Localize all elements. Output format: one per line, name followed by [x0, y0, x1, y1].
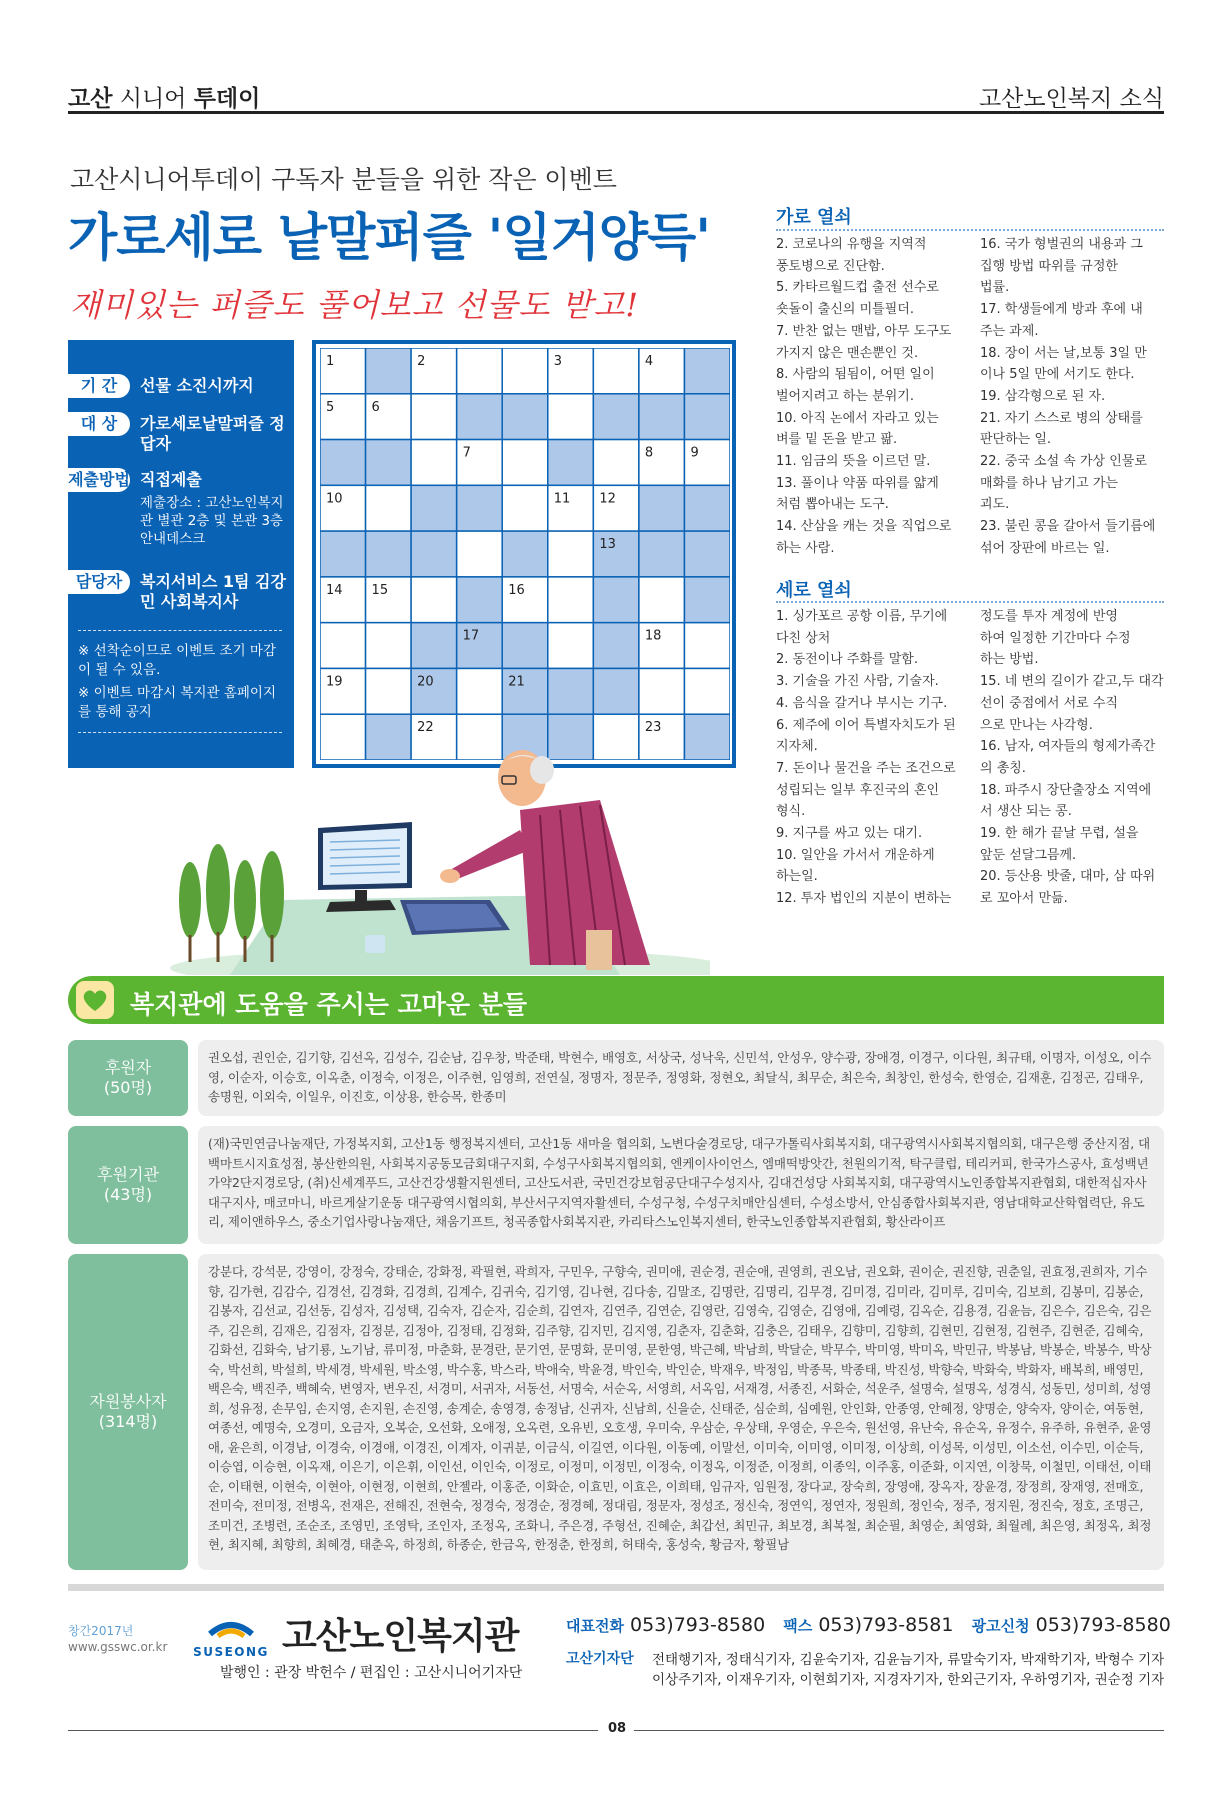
divider [68, 1584, 1164, 1591]
clue-line: 21. 자기 스스로 병의 상태를 [980, 410, 1143, 426]
volunteer-names: 강분다, 강석문, 강영이, 강정숙, 강태순, 강화정, 곽필현, 곽희자, 구민우, 구향숙, 권미애, 권순경, 권순애, 권영희, 권오남, 권오화, 권이순, 권진향, 권춘일, 권효정,권희자, 기수향, 김가현, 김감수, 김경선, 김경화, 김경희, 김계수, 김귀숙, 김기영, 김나현, 김다송, 김말조, 김명란, 김명리, 김무경, 김미경, 김미라, 김미루, 김미숙, 김보희, 김봉미, 김봉순, 김봉자, 김선교, 김선동, 김성자, 김성택, 김숙자, 김순자, 김순희, 김연자, 김연주, 김연순, 김영란, 김영숙, 김영순, 김영애, 김예령, 김옥순, 김용경, 김윤늠, 김은수, 김은숙, 김은주, 김은희, 김재은, 김점자, 김정분, 김정아, 김정태, 김정화, 김주향, 김지민, 김지영, 김춘자, 김춘화, 김충은, 김태우, 김향미, 김향희, 김현민, 김현정, 김현주, 김현준, 김혜숙, 김화선, 김화숙, 남기룡, 노기남, 류미정, 마춘화, 문경란, 문기연, 문명화, 문미영, 문한영, 박근혜, 박남희, 박달순, 박무수, 박미영, 박미옥, 박민규, 박봉남, 박봉순, 박봉수, 박상숙, 박선희, 박설희, 박세경, 박세원, 박소영, 박수홍, 박스라, 박애숙, 박윤경, 박인숙, 박인순, 박재우, 박정임, 박종묵, 박종태, 박진성, 박향숙, 박화숙, 박화자, 배복희, 배영민, 백은숙, 백진주, 백혜숙, 변영자, 변우진, 서경미, 서귀자, 서동선, 서명숙, 서순옥, 서영희, 서옥임, 서재경, 서종진, 서화순, 석운주, 설명숙, 설명옥, 성경식, 성동민, 성미희, 성영희, 성유정, 손무임, 손지영, 손지원, 손진영, 송계순, 송영경, 송정남, 신귀자, 신남희, 신을순, 신태준, 심순희, 심예원, 안인화, 안종영, 안혜정, 양명순, 양숙자, 양이순, 여동현, 여종선, 예명숙, 오경미, 오금자, 오복순, 오선화, 오애정, 오옥련, 오유빈, 오호생, 우미숙, 우삼순, 우상태, 우영순, 우은숙, 원선영, 유난숙, 유순옥, 유정수, 유주하, 유현주, 윤영애, 윤은희, 이경남, 이경숙, 이경애, 이경진, 이계자, 이귀분, 이금식, 이길연, 이다원, 이동예, 이말선, 이미숙, 이미영, 이미정, 이상희, 이성목, 이성민, 이소선, 이수민, 이순득, 이승엽, 이승현, 이옥재, 이은기, 이은휘, 이인선, 이인숙, 이정로, 이정미, 이정민, 이정숙, 이정옥, 이정준, 이정희, 이종익, 이주홍, 이준화, 이지연, 이창묵, 이철민, 이태선, 이태순, 이태현, 이현숙, 이현아, 이현정, 이현희, 안젤라, 이홍준, 이화순, 이효민, 이효은, 이희태, 임규자, 임원정, 장다교, 장숙희, 장영애, 장옥자, 장윤경, 장정희, 장재영, 전매호, 전미숙, 전미정, 전병옥, 전재은, 전해진, 전현숙, 정경숙, 정경순, 정경혜, 정대림, 정문자, 정성조, 정신숙, 정연익, 정연자, 정원희, 정인숙, 정주, 정지원, 정진숙, 정호, 조명근, 조미건, 조병련, 조순조, 조영민, 조영탁, 조인자, 조정옥, 조화니, 주은경, 주형선, 진혜순, 최갑선, 최민규, 최보경, 최복철, 최순필, 최영순, 최영화, 최월례, 최은영, 최정옥, 최정현, 최지혜, 최향희, 최혜경, 태춘옥, 하정희, 하종순, 한금옥, 한정춘, 한정희, 허태숙, 홍성숙, 황금자, 황필남 [198, 1254, 1164, 1570]
clue-line: 18. 파주시 장단출장소 지역에 [980, 782, 1152, 798]
clue-line: 주는 과제. [980, 323, 1039, 339]
clue-line: 가지지 않은 맨손뿐인 것. [776, 345, 919, 361]
logo-text: SUSEONG [193, 1645, 269, 1659]
crossword-puzzle [312, 340, 736, 768]
clue-line: 2. 동전이나 주화를 말함. [776, 652, 918, 668]
reporters-label: 고산기자단 [566, 1651, 634, 1667]
crossword-number: 9 [690, 445, 699, 461]
crossword-grid [320, 348, 730, 760]
clue-line: 성립되는 일부 후진국의 혼인 [776, 782, 940, 798]
crossword-cell-blocked [593, 577, 639, 623]
category-count: (43명) [103, 1185, 153, 1204]
crossword-cell-blocked [593, 394, 639, 440]
clue-line: 11. 임금의 뜻을 이르던 말. [776, 454, 931, 470]
clue-line: 23. 불린 콩을 갈아서 들기름에 [980, 519, 1156, 535]
crossword-cell-blocked [548, 440, 594, 486]
divider [68, 1730, 598, 1731]
crossword-number: 5 [326, 399, 335, 415]
donor-names: 권오섭, 권인순, 김기향, 김선옥, 김성수, 김순남, 김우창, 박준태, 박현수, 배영호, 서상국, 성낙욱, 신민석, 안성우, 양수광, 장애경, 이경구, 이다원, 최규태, 이명자, 이성오, 이수영, 이순자, 이승호, 이옥춘, 이정숙, 이정은, 이주현, 임영희, 전연실, 정명자, 정문주, 정영화, 정현오, 최달식, 최무순, 최은숙, 최창인, 한성숙, 한영순, 김재훈, 김정곤, 김태우, 송명원, 이외숙, 이일우, 이진호, 이상용, 한승목, 한종미 [198, 1040, 1164, 1116]
down-clues-right [980, 606, 1164, 910]
clue-line: 선이 중점에서 서로 수직 [980, 695, 1118, 711]
crossword-cell [684, 668, 730, 714]
clue-line: 3. 기술을 가진 사람, 기술자. [776, 674, 939, 690]
event-info-box [68, 340, 294, 768]
clue-line: 형식. [776, 804, 806, 820]
clue-line: 7. 반찬 없는 맨밥, 아무 도구도 [776, 323, 952, 339]
target-label: 대 상 [68, 412, 130, 436]
clue-line: 벼를 밑 돈을 받고 팖. [776, 432, 898, 448]
crossword-cell-blocked [684, 394, 730, 440]
crossword-cell-blocked [502, 531, 548, 577]
crossword-number: 21 [508, 674, 525, 690]
crossword-cell-blocked [639, 485, 685, 531]
divider [634, 1730, 1164, 1731]
crossword-number: 3 [553, 354, 563, 369]
page-header [68, 72, 1164, 114]
clue-line: 이나 5일 만에 서기도 한다. [980, 367, 1135, 383]
crossword-cell-blocked [684, 348, 730, 394]
crossword-number: 2 [417, 354, 426, 369]
senior-at-computer-illustration [150, 750, 710, 975]
crossword-cell-blocked [593, 623, 639, 669]
clue-line: 정도를 투자 계정에 반영 [980, 609, 1118, 624]
clue-line: 16. 남자, 여자들의 형제가족간 [980, 739, 1156, 755]
crossword-number: 7 [462, 445, 471, 461]
down-clues-title: 세로 열쇠 [776, 580, 852, 601]
event-title: 가로세로 낱말퍼즐 '일거양득' [68, 209, 710, 268]
clue-line: 22. 중국 소설 속 가상 인물로 [980, 454, 1147, 470]
across-clues-right [980, 234, 1155, 560]
clue-line: 서 생산 되는 콩. [980, 804, 1072, 820]
section-title: 고산노인복지 소식 [978, 86, 1164, 112]
crossword-cell [502, 485, 548, 531]
crossword-cell-blocked [366, 348, 412, 394]
clue-line: 12. 투자 법인의 지분이 변하는 [776, 891, 952, 907]
category-label: 자원봉사자 [89, 1392, 167, 1411]
phone-number: 053)793-8580 [630, 1614, 766, 1636]
clue-line: 17. 학생들에게 방과 후에 내 [980, 302, 1143, 318]
crossword-cell-blocked [548, 668, 594, 714]
reporters-line-1: 전태행기자, 정태식기자, 김윤숙기자, 김윤늠기자, 류말숙기자, 박재학기자, 박형수 기자 [652, 1652, 1165, 1668]
crossword-cell [684, 623, 730, 669]
crossword-cell [548, 623, 594, 669]
clue-line: 8. 사람의 됨됨이, 어떤 일이 [776, 367, 935, 383]
clue-line: 14. 산삼을 캐는 것을 직업으로 [776, 519, 952, 535]
clue-line: 의 총칭. [980, 760, 1026, 776]
clue-line: 19. 한 해가 끝날 무렵, 설을 [980, 826, 1139, 842]
clue-line: 앞둔 섣달그믐께. [980, 847, 1077, 863]
across-clues-left [776, 234, 951, 560]
suseong-logo-icon [188, 1612, 274, 1662]
method-detail: 제출장소 : 고산노인복지관 별관 2층 및 본관 3층 안내데스크 [140, 495, 284, 547]
clue-line: 6. 제주에 이어 특별자치도가 된 [776, 717, 956, 733]
clue-line: 판단하는 일. [980, 432, 1052, 448]
heart-icon [76, 981, 114, 1019]
crossword-number: 13 [599, 537, 616, 553]
category-volunteers [68, 1254, 188, 1570]
clue-line: 섞어 장판에 바르는 일. [980, 540, 1110, 556]
publication-title: 고산 시니어 투데이 [68, 86, 261, 112]
crossword-cell-blocked [639, 394, 685, 440]
clue-line: 로 꼬아서 만듦. [980, 891, 1068, 907]
crossword-number: 17 [462, 628, 480, 644]
crossword-number: 11 [553, 491, 571, 507]
crossword-cell-blocked [320, 440, 366, 486]
clue-line: 20. 등산용 밧줄, 대마, 삼 따위 [980, 869, 1156, 885]
crossword-number: 19 [326, 674, 343, 690]
clue-line: 5. 카타르월드컵 출전 선수로 [776, 280, 939, 296]
crossword-cell-blocked [639, 531, 685, 577]
crossword-cell-blocked [411, 531, 457, 577]
crossword-number: 6 [371, 399, 380, 415]
crossword-cell [593, 348, 639, 394]
divider [776, 601, 1164, 603]
crossword-cell-blocked [457, 394, 503, 440]
category-organizations [68, 1126, 188, 1244]
category-count: (50명) [103, 1078, 153, 1097]
clue-line: 10. 아직 논에서 자라고 있는 [776, 410, 939, 426]
method-label: 제출방법 [68, 468, 130, 492]
crossword-cell [548, 577, 594, 623]
reporters-line-2: 이상주기자, 이재우기자, 이현희기자, 지경자기자, 한외근기자, 우하영기자, 권순정 기자 [652, 1672, 1165, 1688]
crossword-cell [548, 531, 594, 577]
clue-line: 매화를 하나 남기고 가는 [980, 475, 1118, 491]
crossword-cell [502, 348, 548, 394]
crossword-number: 10 [326, 491, 343, 507]
website-link[interactable]: www.gsswc.or.kr [68, 1640, 168, 1654]
crossword-cell-blocked [457, 577, 503, 623]
clue-line: 4. 음식을 갈거나 부시는 기구. [776, 695, 948, 711]
crossword-number: 16 [508, 582, 525, 598]
clue-line: 으로 만나는 사각형. [980, 717, 1093, 733]
period-value: 선물 소진시까지 [140, 376, 254, 395]
ad-number: 053)793-8580 [1035, 1614, 1171, 1636]
across-clues-title: 가로 열쇠 [776, 207, 852, 228]
clue-line: 하는 방법. [980, 652, 1039, 668]
clue-line: 집행 방법 따위를 규정한 [980, 258, 1118, 274]
clue-line: 법률. [980, 280, 1010, 296]
clue-line: 하는일. [776, 869, 818, 885]
clue-line: 10. 일안을 가서서 개운하게 [776, 847, 935, 863]
crossword-number: 22 [417, 720, 434, 736]
crossword-cell-blocked [411, 485, 457, 531]
crossword-cell-blocked [320, 531, 366, 577]
publisher-info: 발행인 : 관장 박헌수 / 편집인 : 고산시니어기자단 [220, 1665, 523, 1681]
crossword-number: 14 [326, 582, 343, 598]
crossword-cell [411, 440, 457, 486]
category-label: 후원기관 [97, 1165, 159, 1184]
clue-line: 괴도. [980, 497, 1010, 513]
crossword-cell [457, 668, 503, 714]
crossword-cell [320, 623, 366, 669]
clue-line: 다친 상처 [776, 630, 831, 646]
crossword-cell-blocked [502, 394, 548, 440]
crossword-cell [411, 577, 457, 623]
crossword-cell [593, 440, 639, 486]
crossword-cell [548, 394, 594, 440]
crossword-cell-blocked [411, 623, 457, 669]
crossword-cell [411, 394, 457, 440]
ad-label: 광고신청 [971, 1617, 1030, 1635]
clue-line: 지자체. [776, 739, 818, 755]
period-label: 기 간 [68, 374, 130, 398]
crossword-number: 8 [644, 445, 654, 461]
clue-line: 18. 장이 서는 날,보통 3일 만 [980, 345, 1147, 361]
clue-line: 풍토병으로 진단함. [776, 258, 885, 274]
contact-value: 복지서비스 1팀 김강민 사회복지사 [140, 572, 286, 611]
crossword-number: 15 [371, 582, 389, 598]
crossword-number: 4 [644, 354, 654, 369]
method-value: 직접제출 [140, 470, 202, 489]
clue-line: 15. 네 변의 길이가 같고,두 대각 [980, 674, 1164, 690]
crossword-cell [366, 485, 412, 531]
clue-line: 7. 돈이나 물건을 주는 조건으로 [776, 760, 956, 776]
event-slogan: 재미있는 퍼즐도 풀어보고 선물도 받고! [70, 286, 640, 324]
crossword-cell-blocked [366, 440, 412, 486]
note-early-close: ※ 선착순이므로 이벤트 조기 마감이 될 수 있음. [78, 643, 277, 678]
category-count: (314명) [98, 1412, 158, 1431]
crossword-number: 12 [599, 491, 616, 507]
category-label: 후원자 [104, 1058, 152, 1077]
crossword-number: 18 [644, 628, 662, 644]
crossword-cell [366, 623, 412, 669]
crossword-cell [502, 440, 548, 486]
fax-label: 팩스 [783, 1617, 813, 1635]
crossword-number: 20 [417, 674, 434, 690]
fax-number: 053)793-8581 [818, 1614, 954, 1636]
crossword-cell [639, 668, 685, 714]
crossword-cell-blocked [502, 623, 548, 669]
clue-line: 하는 사람. [776, 540, 835, 556]
divider [78, 630, 282, 631]
contact-numbers [566, 1614, 1171, 1636]
clue-line: 1. 싱가포르 공항 이름, 무기에 [776, 609, 948, 624]
crossword-cell-blocked [684, 485, 730, 531]
crossword-cell-blocked [366, 531, 412, 577]
clue-line: 13. 풀이나 약품 따위를 얇게 [776, 475, 939, 491]
contact-label: 담당자 [68, 570, 130, 594]
crossword-cell-blocked [593, 668, 639, 714]
crossword-number: 1 [326, 354, 335, 369]
crossword-number: 23 [644, 720, 662, 736]
established-year: 창간2017년 [68, 1624, 134, 1638]
crossword-cell [366, 668, 412, 714]
clue-line: 9. 지구를 싸고 있는 대기. [776, 826, 923, 842]
clue-line: 하여 일정한 기간마다 수정 [980, 630, 1131, 646]
crossword-cell [457, 531, 503, 577]
clue-line: 벌어지려고 하는 분위기. [776, 388, 914, 404]
note-homepage: ※ 이벤트 마감시 복지관 홈페이지를 통해 공지 [78, 685, 277, 720]
event-subtitle: 고산시니어투데이 구독자 분들을 위한 작은 이벤트 [70, 165, 617, 194]
page-number: 08 [607, 1721, 627, 1736]
thanks-section-header [68, 976, 1164, 1024]
crossword-cell [457, 348, 503, 394]
thanks-section-title: 복지관에 도움을 주시는 고마운 분들 [130, 990, 528, 1019]
clue-line: 2. 코로나의 유행을 지역적 [776, 237, 927, 252]
divider [776, 229, 1164, 231]
clue-line: 숏돌이 출신의 미틀필더. [776, 302, 914, 318]
target-value: 가로세로낱말퍼즐 정답자 [140, 414, 285, 453]
divider [78, 732, 282, 733]
clue-line: 16. 국가 형벌권의 내용과 그 [980, 237, 1143, 252]
clue-line: 처럼 뽑아내는 도구. [776, 497, 889, 513]
organization-name: 고산노인복지관 [282, 1616, 519, 1657]
crossword-cell [639, 577, 685, 623]
phone-label: 대표전화 [566, 1617, 624, 1635]
crossword-cell-blocked [684, 577, 730, 623]
category-donors [68, 1040, 188, 1116]
organization-names: (재)국민연금나눔재단, 가정복지회, 고산1동 행정복지센터, 고산1동 새마을 협의회, 노변다술경로당, 대구가톨릭사회복지회, 대구광역시사회복지협의회, 대구은행 중산지점, 대백마트시지효성점, 봉산한의원, 사회복지공동모금회대구지회, 수성구사회복지협의회, 엔케이사이언스, 엠매떡방앗간, 천원의기적, 탁구클럽, 테리커피, 한국가스공사, 효성백년가약2단지경로당, (취)신세계푸드, 고산건강생활지원센터, 고산도서관, 국민건강보험공단대구수성지사, 김대건성당 사회복지회, 대구광역시노인종합복지관협회, 대한적십자사 대구지사, 매코마니, 바르게살기운동 대구광역시협의회, 부산서구지역자활센터, 수성구청, 수성구치매안심센터, 수성소방서, 안심종합사회복지관, 영남대학교산학협력단, 유도리, 제이앤하우스, 중소기업사랑나눔재단, 채움기프트, 청곡종합사회복지관, 카리타스노인복지센터, 한국노인종합복지관협회, 황산라이프 [198, 1126, 1164, 1244]
crossword-cell-blocked [684, 531, 730, 577]
clue-line: 19. 삼각형으로 된 자. [980, 388, 1106, 404]
down-clues-left [776, 606, 956, 910]
crossword-cell-blocked [457, 485, 503, 531]
